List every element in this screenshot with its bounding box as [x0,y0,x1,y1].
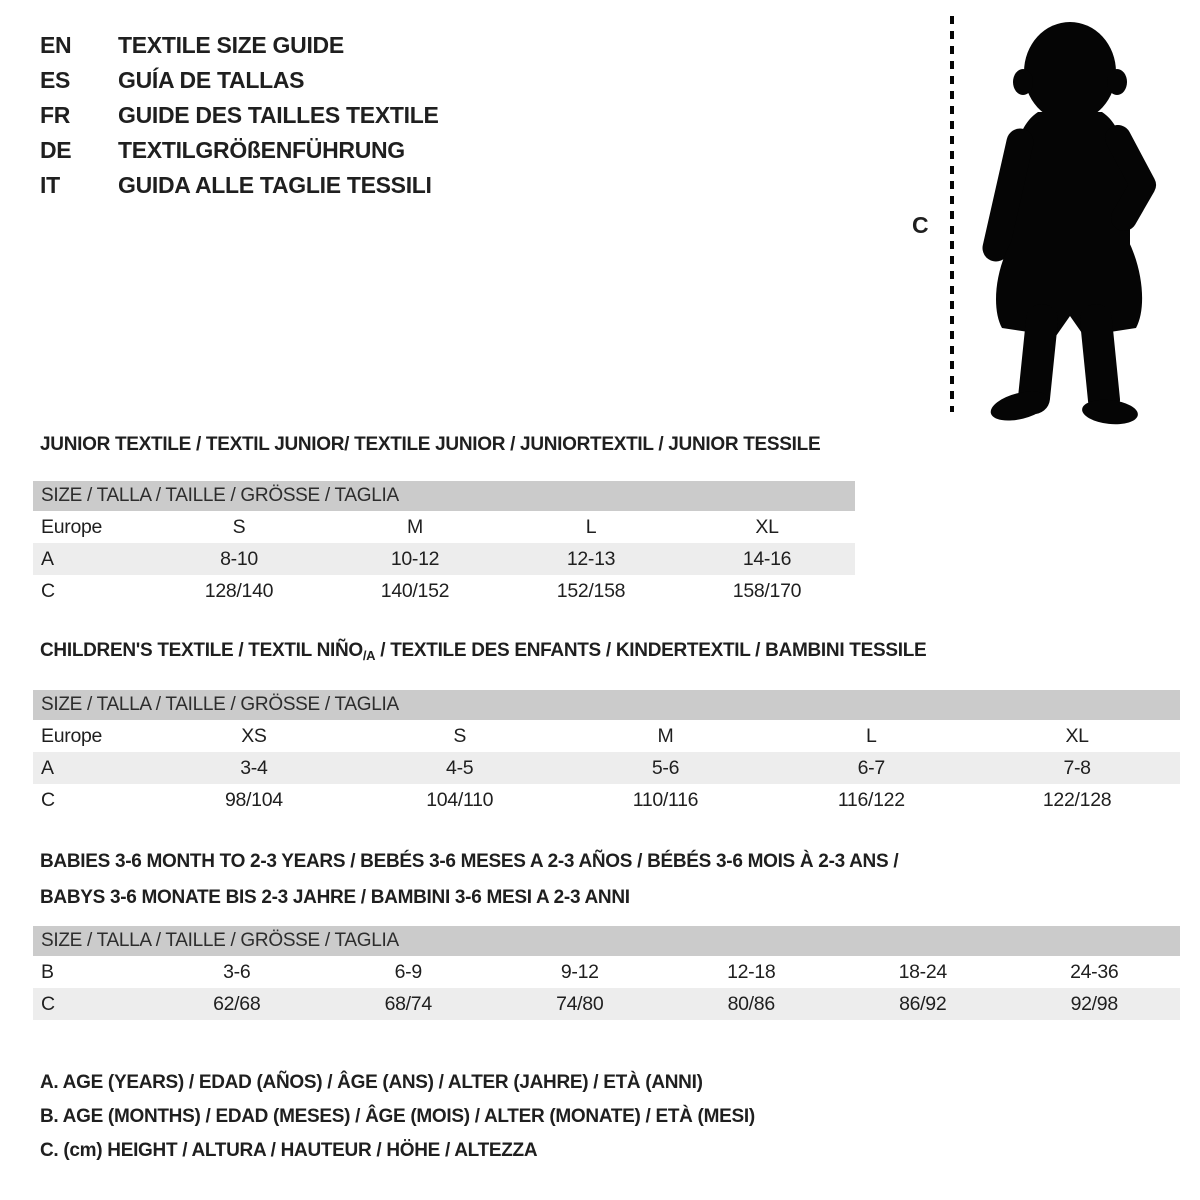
language-code: DE [40,137,72,163]
language-code: EN [40,32,72,58]
size-cell: 24-36 [1070,960,1119,983]
size-cell: 158/170 [732,579,802,602]
table-row [33,543,855,575]
guide-title: GUIDE DES TAILLES TEXTILE [118,102,439,128]
size-cell: 74/80 [556,992,604,1015]
children-title-text: CHILDREN'S TEXTILE / TEXTIL NIÑO [40,640,363,661]
size-cell: 110/116 [632,788,699,811]
row-label: C [41,579,55,602]
legend-line-b: B. AGE (MONTHS) / EDAD (MESES) / ÂGE (MOIS) / ALTER (MONATE) / ETÀ (MESI) [40,1106,755,1127]
row-label: Europe [41,515,103,538]
legend-line-a: A. AGE (YEARS) / EDAD (AÑOS) / ÂGE (ANS) / ALTER (JAHRE) / ETÀ (ANNI) [40,1072,703,1093]
row-label: B [41,960,54,983]
size-cell: 18-24 [898,960,947,983]
row-label: A [41,547,54,570]
size-header-bar: SIZE / TALLA / TAILLE / GRÖSSE / TAGLIA [33,690,1180,720]
size-cell: 3-6 [223,960,251,983]
language-code: IT [40,172,60,198]
size-header-bar: SIZE / TALLA / TAILLE / GRÖSSE / TAGLIA [33,481,855,511]
table-row [33,511,855,543]
size-cell: M [657,724,674,747]
size-cell: XL [1065,724,1089,747]
row-label: C [41,788,55,811]
babies-title-line2: BABYS 3-6 MONATE BIS 2-3 JAHRE / BAMBINI 3-6 MESI A 2-3 ANNI [40,887,630,908]
size-cell: 10-12 [390,547,440,570]
language-row [40,168,439,203]
size-cell: M [407,515,423,538]
size-cell: L [866,724,877,747]
size-cell: 12-13 [566,547,616,570]
size-cell: 3-4 [240,756,268,779]
language-row [40,98,439,133]
height-figure [890,8,1170,428]
size-cell: 140/152 [380,579,450,602]
size-cell: 62/68 [213,992,261,1015]
table-row [33,720,1180,752]
size-cell: 80/86 [727,992,775,1015]
children-size-table [33,690,1180,816]
size-cell: 7-8 [1063,756,1091,779]
size-cell: 92/98 [1070,992,1118,1015]
language-title-list [40,28,439,203]
size-cell: 6-9 [394,960,422,983]
size-cell: 104/110 [426,788,494,811]
children-section-title [40,640,926,663]
size-cell: S [453,724,467,747]
size-cell: S [232,515,246,538]
table-row [33,988,1180,1020]
size-cell: 152/158 [556,579,626,602]
size-cell: 14-16 [742,547,792,570]
size-cell: 12-18 [727,960,776,983]
babies-section-title [40,844,898,916]
baby-silhouette-icon [988,22,1143,427]
language-code: FR [40,102,71,128]
children-title-subscript: /A [362,648,376,663]
row-label: C [41,992,55,1015]
row-label: A [41,756,54,779]
size-cell: 86/92 [899,992,947,1015]
table-row [33,575,855,607]
size-cell: L [585,515,597,538]
measure-legend [40,1066,755,1168]
size-cell: 4-5 [446,756,474,779]
guide-title: TEXTILGRÖßENFÜHRUNG [118,137,405,163]
size-cell: 116/122 [837,788,905,811]
size-cell: 8-10 [220,547,258,570]
size-cell: XS [241,724,267,747]
junior-size-table [33,481,855,607]
language-row [40,133,439,168]
size-cell: 128/140 [204,579,274,602]
legend-line-c: C. (cm) HEIGHT / ALTURA / HAUTEUR / HÖHE / ALTEZZA [40,1140,538,1161]
size-cell: 6-7 [857,756,885,779]
table-row [33,752,1180,784]
row-label: Europe [41,724,103,747]
table-row [33,956,1180,988]
size-cell: 122/128 [1042,788,1112,811]
guide-title: TEXTILE SIZE GUIDE [118,32,344,58]
size-cell: 5-6 [651,756,680,779]
guide-title: GUIDA ALLE TAGLIE TESSILI [118,172,432,198]
size-cell: 9-12 [560,960,599,983]
guide-title: GUÍA DE TALLAS [118,67,305,93]
babies-size-table [33,926,1180,1020]
language-code: ES [40,67,71,93]
height-figure-graphic [890,8,1170,428]
language-row [40,63,439,98]
language-row [40,28,439,63]
junior-section-title: JUNIOR TEXTILE / TEXTIL JUNIOR/ TEXTILE JUNIOR / JUNIORTEXTIL / JUNIOR TESSILE [40,434,821,455]
size-cell: XL [755,515,779,538]
height-measure-label: C [912,212,929,238]
table-row [33,784,1180,816]
size-header-bar: SIZE / TALLA / TAILLE / GRÖSSE / TAGLIA [33,926,1180,956]
babies-title-line1: BABIES 3-6 MONTH TO 2-3 YEARS / BEBÉS 3-6 MESES A 2-3 AÑOS / BÉBÉS 3-6 MOIS À 2-3 ANS / [40,851,899,872]
children-title-text: / TEXTILE DES ENFANTS / KINDERTEXTIL / BAMBINI TESSILE [375,640,927,661]
size-cell: 68/74 [384,992,432,1015]
size-cell: 98/104 [224,788,283,811]
